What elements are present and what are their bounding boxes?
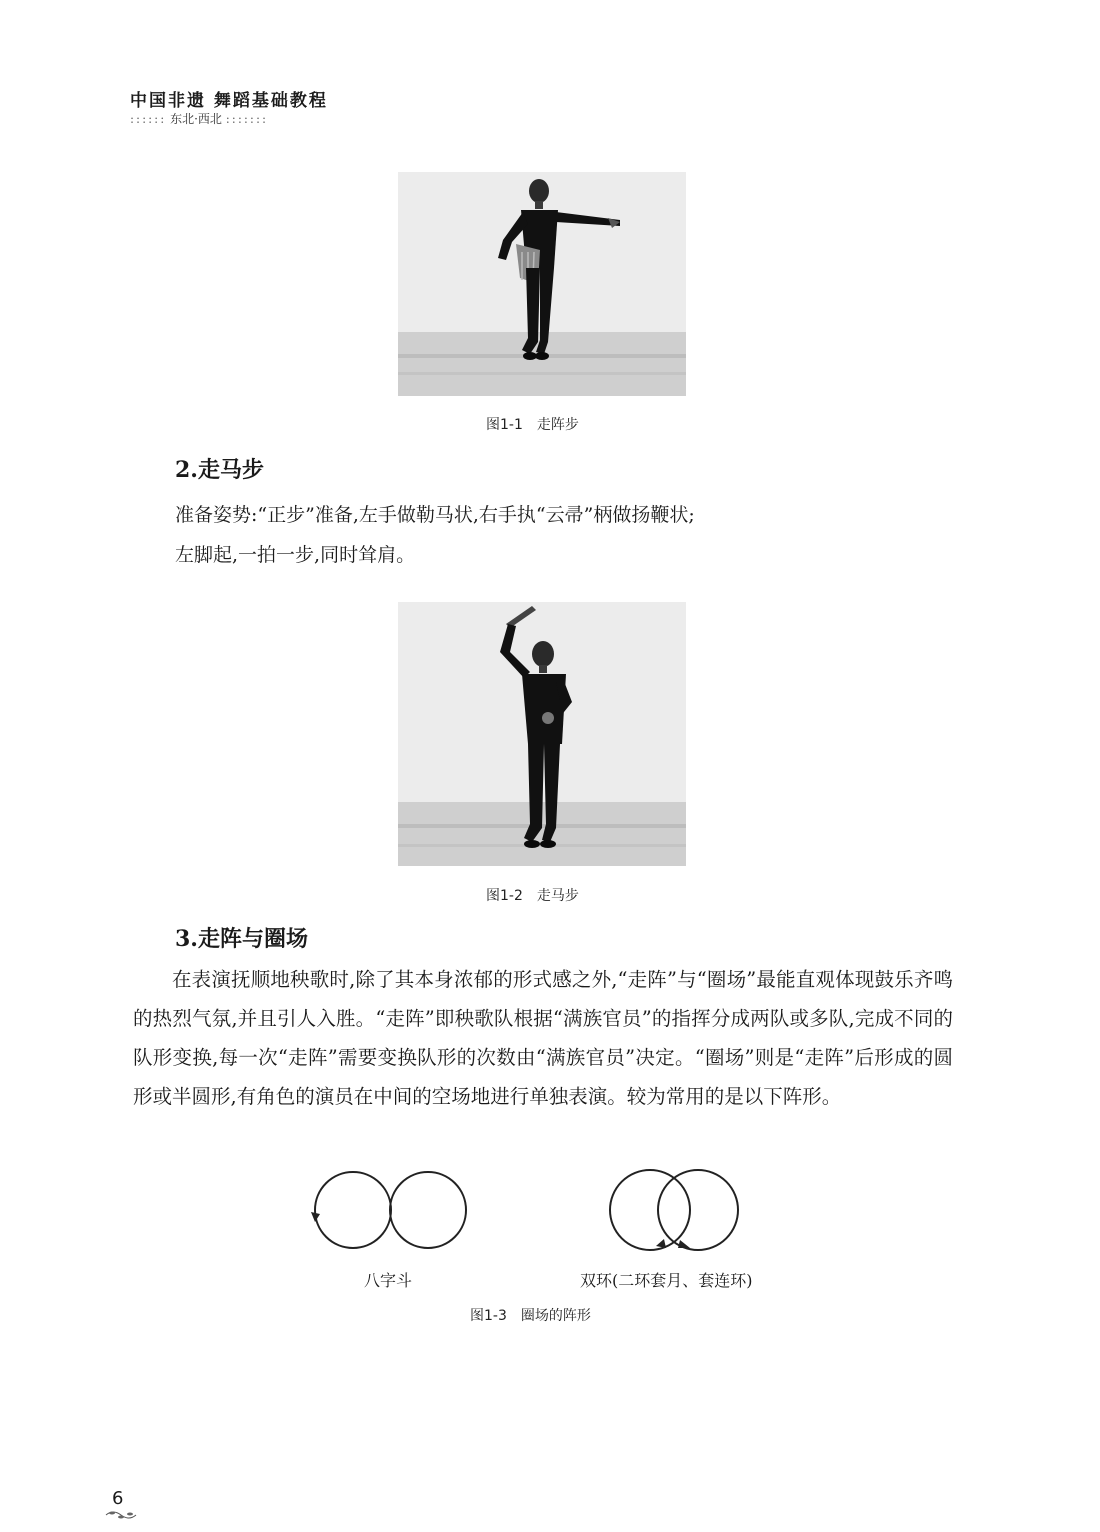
book-title: 中国非遗 舞蹈基础教程 [130, 91, 328, 111]
double-ring-right-ring [658, 1170, 738, 1250]
section-3-paragraph: 在表演抚顺地秧歌时,除了其本身浓郁的形式感之外,“走阵”与“圈场”最能直观体现鼓乐齐鸣的热烈气氛,并且引人入胜。“走阵”即秧歌队根据“满族官员”的指挥分成两队或多队,完成不同的队形变换,每一次“走阵”需要变换队形的次数由“满族官员”决定。“圈场”则是“走阵”后形成的圆形或半圆形,有角色的演员在中间的空场地进行单独表演。较为常用的是以下阵形。 [133, 968, 953, 1108]
formation-label-double-ring: 双环(二环套月、套连环) [580, 1271, 753, 1290]
leaf-ornament-icon [104, 1507, 138, 1521]
double-ring-arrow-right [678, 1240, 690, 1248]
header-region: 东北·西北 [170, 112, 222, 126]
figure-eight-left-ring [315, 1172, 391, 1248]
double-ring-diagram [600, 1166, 750, 1256]
section-2-line-1: 准备姿势:“正步”准备,左手做勒马状,右手执“云帚”柄做扬鞭状; [175, 504, 695, 526]
figure-caption-1-3: 图1-3 圈场的阵形 [470, 1308, 591, 1324]
dancer-illustration-2 [398, 602, 686, 866]
figure-eight-diagram [300, 1166, 480, 1256]
section-3-heading: 3.走阵与圈场 [175, 926, 308, 952]
formation-label-figure-eight: 八字斗 [364, 1271, 413, 1290]
figure-eight-arrow [311, 1212, 320, 1222]
book-subtitle [130, 110, 268, 127]
figure-caption-1-1: 图1-1 走阵步 [486, 417, 579, 433]
photo-walking-step [398, 172, 686, 396]
photo-horse-step [398, 602, 686, 866]
double-ring-left-ring [610, 1170, 690, 1250]
section-2-line-2: 左脚起,一拍一步,同时耸肩。 [175, 544, 416, 566]
figure-caption-1-2: 图1-2 走马步 [486, 888, 579, 904]
double-ring-arrow-left [656, 1239, 666, 1248]
page-number: 6 [112, 1488, 124, 1509]
header-dots-left: :::::: [130, 112, 167, 126]
dancer-illustration-1 [398, 172, 686, 396]
figure-eight-right-ring [390, 1172, 466, 1248]
section-2-heading: 2.走马步 [175, 457, 264, 483]
header-dots-right: ::::::: [225, 112, 269, 126]
